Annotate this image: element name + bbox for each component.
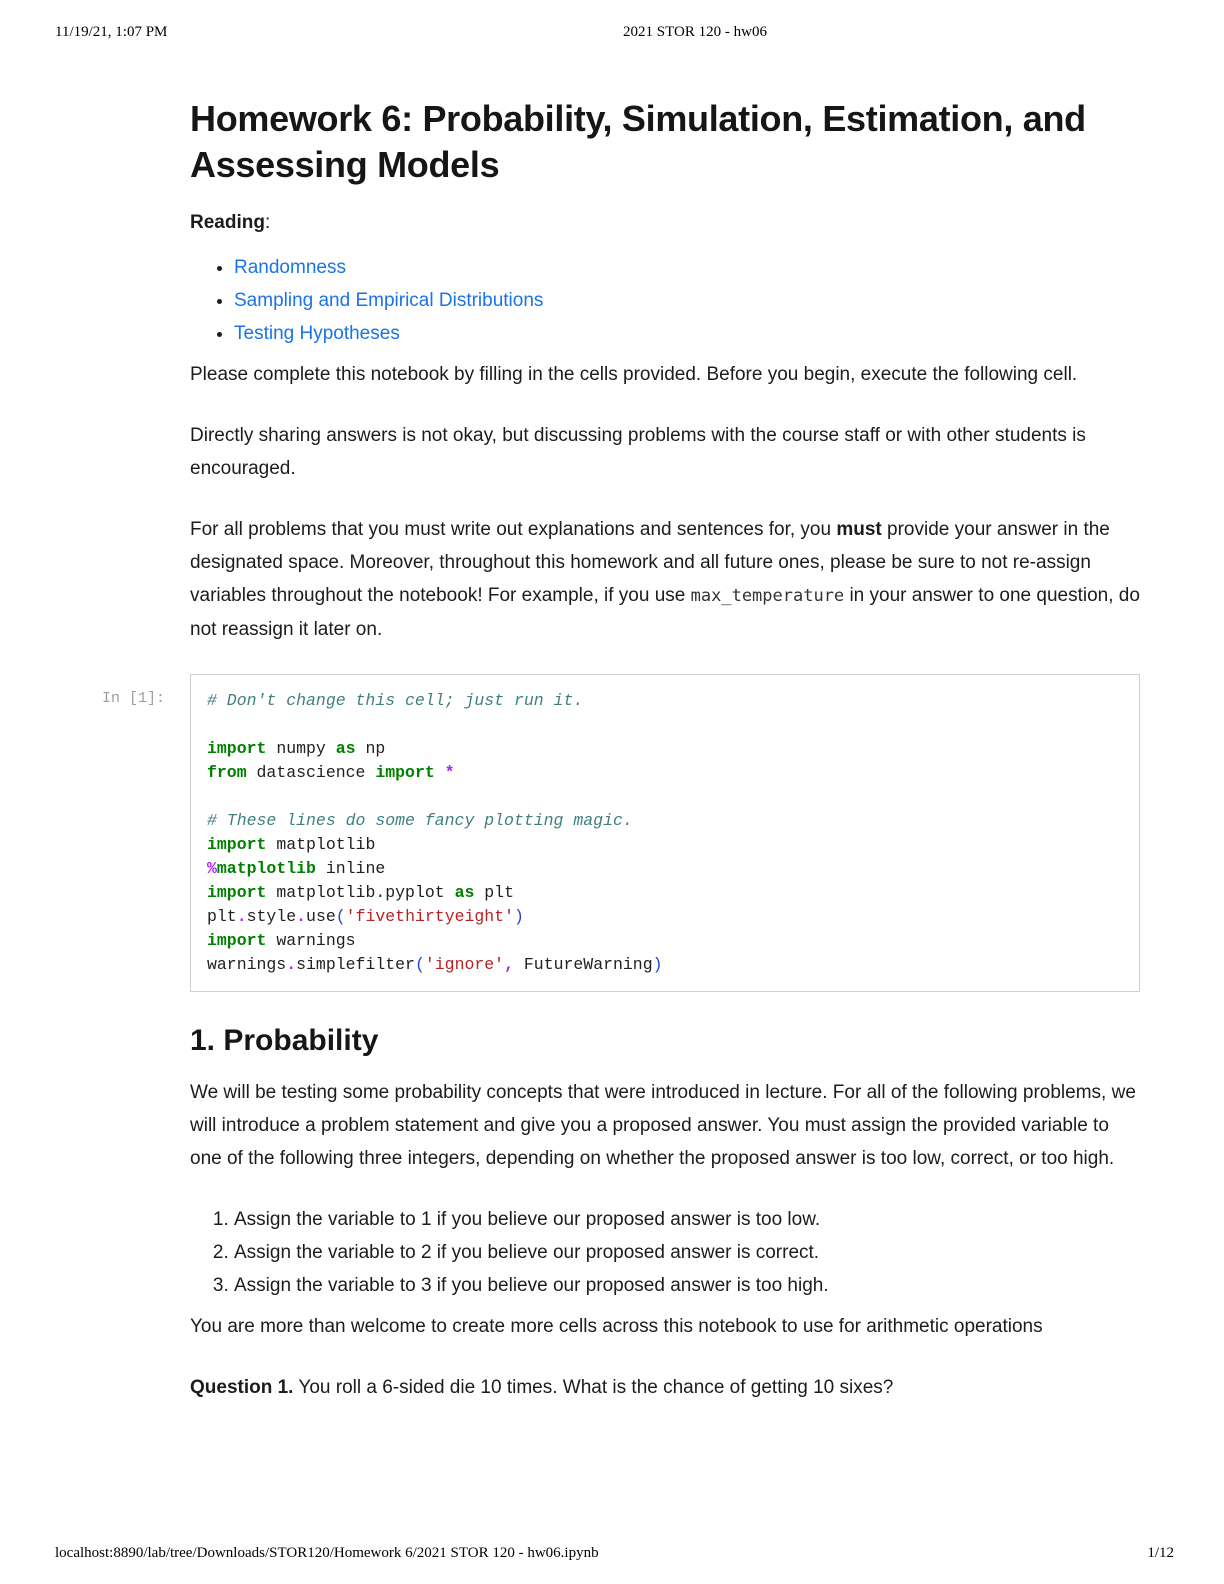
code-token — [435, 763, 445, 782]
code-token: ( — [335, 907, 346, 926]
assignment-step: 1. Assign the variable to 1 if you believe our proposed answer is too low. — [234, 1203, 1140, 1236]
section1-intro: We will be testing some probability concepts that were introduced in lecture. For all of the following problems, we will introduce a problem statement and give you a proposed answer. You must assign the provided variable to one of the following three integers, depending on whether the proposed answer is too low, correct, or too high. — [190, 1082, 1136, 1169]
paragraph-must-pre: For all problems that you must write out explanations and sentences for, you — [190, 519, 837, 540]
code-token: warnings — [266, 931, 356, 950]
section1-note: You are more than welcome to create more cells across this notebook to use for arithmetic operations — [190, 1316, 1043, 1337]
reading-link[interactable]: Sampling and Empirical Distributions — [234, 290, 544, 311]
code-token: % — [207, 859, 217, 878]
print-url: localhost:8890/lab/tree/Downloads/STOR120/Homework 6/2021 STOR 120 - hw06.ipynb — [55, 1545, 599, 1561]
assignment-step: 2. Assign the variable to 2 if you believe our proposed answer is correct. — [234, 1236, 1140, 1269]
code-token: import — [207, 883, 267, 902]
code-token: FutureWarning — [513, 955, 653, 974]
code-token: from — [207, 763, 247, 782]
code-token: import — [207, 739, 267, 758]
inline-code-max-temperature: max_temperature — [690, 586, 845, 606]
print-footer — [55, 1545, 1174, 1562]
code-token: . — [236, 907, 247, 926]
reading-link[interactable]: Testing Hypotheses — [234, 323, 400, 344]
code-token: . — [296, 907, 307, 926]
code-line — [207, 737, 1123, 761]
question-1 — [190, 1371, 1140, 1404]
code-line — [207, 689, 1123, 713]
code-line — [207, 809, 1123, 833]
code-token: 'ignore' — [424, 955, 505, 974]
section-heading-probability: 1. Probability — [190, 1024, 379, 1057]
code-token: as — [454, 883, 475, 902]
code-token: use — [306, 907, 336, 926]
code-token: matplotlib — [216, 859, 316, 878]
code-line — [207, 953, 1123, 977]
code-token: import — [375, 763, 435, 782]
code-token: numpy — [266, 739, 336, 758]
code-token: . — [286, 955, 297, 974]
code-token: # Don't change this cell; just run it. — [207, 691, 584, 710]
code-token: matplotlib.pyplot — [266, 883, 455, 902]
code-cell-input-area — [190, 674, 1140, 992]
notebook-title: Homework 6: Probability, Simulation, Estimation, and Assessing Models — [190, 98, 1086, 185]
code-token: import — [207, 931, 267, 950]
code-token: ( — [414, 955, 425, 974]
reading-colon: : — [264, 212, 271, 233]
reading-list — [190, 251, 1140, 350]
assignment-step: 3. Assign the variable to 3 if you believe our proposed answer is too high. — [234, 1269, 1140, 1302]
reading-list-item — [234, 284, 1140, 317]
reading-label-line — [190, 206, 1140, 239]
cell-execution-prompt: In [1]: — [102, 690, 166, 707]
reading-list-item — [234, 317, 1140, 350]
code-lines — [207, 689, 1123, 977]
code-line — [207, 881, 1123, 905]
code-token: style — [246, 907, 297, 926]
code-token: ) — [514, 907, 524, 926]
paragraph-must-post: in your answer to one question, do not reassign it later on. — [190, 585, 1140, 640]
print-doc-title: 2021 STOR 120 - hw06 — [623, 24, 767, 40]
code-token: 'fivethirtyeight' — [345, 907, 514, 926]
code-line — [207, 905, 1123, 929]
code-line — [207, 761, 1123, 785]
question-1-label: Question 1. — [190, 1377, 294, 1398]
question-1-text: You roll a 6-sided die 10 times. What is the chance of getting 10 sixes? — [293, 1377, 894, 1398]
page-number: 1/12 — [1147, 1545, 1174, 1561]
reading-list-item — [234, 251, 1140, 284]
code-cell — [102, 674, 1140, 992]
paragraph-sharing: Directly sharing answers is not okay, but discussing problems with the course staff or with other students is encouraged. — [190, 425, 1086, 479]
code-token: , — [504, 955, 514, 974]
reading-label: Reading — [190, 212, 265, 233]
paragraph-must — [190, 513, 1140, 646]
code-line — [207, 833, 1123, 857]
code-token: inline — [315, 859, 386, 878]
code-token: import — [207, 835, 267, 854]
code-token: datascience — [246, 763, 376, 782]
code-line — [207, 857, 1123, 881]
code-token: * — [444, 763, 455, 782]
assignment-steps-list — [190, 1203, 1140, 1302]
reading-link[interactable]: Randomness — [234, 257, 346, 278]
code-token: plt — [207, 907, 237, 926]
print-timestamp: 11/19/21, 1:07 PM — [55, 24, 168, 40]
code-line — [207, 785, 1123, 809]
code-token: matplotlib — [266, 835, 376, 854]
code-token: simplefilter — [296, 955, 415, 974]
code-line — [207, 929, 1123, 953]
code-token: np — [355, 739, 386, 758]
code-token: ) — [652, 955, 663, 974]
paragraph-must-mid: provide your answer in the designated space. Moreover, throughout this homework and all future ones, please be sure to not re-assign variables throughout the notebook! For example, if you use — [190, 519, 1110, 606]
paragraph-complete: Please complete this notebook by filling in the cells provided. Before you begin, execute the following cell. — [190, 364, 1078, 385]
code-token: plt — [474, 883, 514, 902]
code-token: # These lines do some fancy plotting magic. — [207, 811, 633, 830]
code-line — [207, 713, 1123, 737]
code-token: as — [335, 739, 356, 758]
code-token: warnings — [207, 955, 287, 974]
paragraph-must-bold: must — [836, 519, 882, 540]
